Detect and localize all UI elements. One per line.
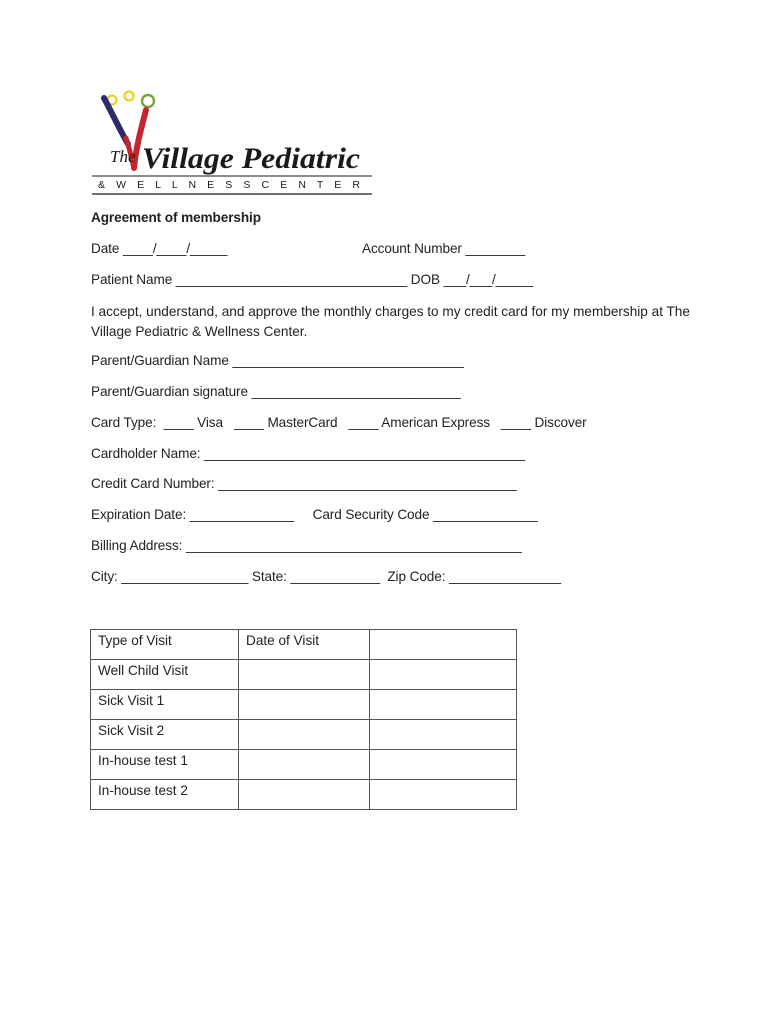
billing-address-field[interactable]: Billing Address: _____________________________________________	[91, 538, 522, 553]
logo-prefix: The	[110, 147, 136, 166]
visit-date-cell[interactable]	[239, 720, 370, 750]
credit-card-number-field[interactable]: Credit Card Number: ________________________________________	[91, 476, 517, 491]
table-row	[91, 720, 517, 750]
patient-name-dob-field[interactable]: Patient Name _______________________________ DOB ___/___/_____	[91, 272, 534, 287]
village-pediatric-logo	[90, 88, 372, 198]
table-header-cell: Date of Visit	[239, 630, 370, 660]
visit-date-cell[interactable]	[239, 690, 370, 720]
logo-main-text: Village Pediatric	[142, 142, 360, 175]
expiration-security-field[interactable]: Expiration Date: ______________ Card Security Code ______________	[91, 507, 538, 522]
logo-subtitle: & W E L L N E S S C E N T E R	[98, 179, 360, 191]
cardholder-name-field[interactable]: Cardholder Name: ___________________________________________	[91, 446, 525, 461]
visit-type-cell: Sick Visit 1	[91, 690, 239, 720]
table-header-row	[91, 630, 517, 660]
card-type-field[interactable]: Card Type: ____ Visa ____ MasterCard ____ American Express ____ Discover	[91, 415, 587, 430]
table-header-cell: Type of Visit	[91, 630, 239, 660]
table-row	[91, 780, 517, 810]
table-row	[91, 690, 517, 720]
visit-date-cell[interactable]	[239, 750, 370, 780]
visit-extra-cell[interactable]	[370, 690, 517, 720]
visit-type-cell: Well Child Visit	[91, 660, 239, 690]
account-number-field[interactable]: Account Number ________	[362, 241, 526, 256]
visit-extra-cell[interactable]	[370, 750, 517, 780]
visit-extra-cell[interactable]	[370, 780, 517, 810]
visit-table	[90, 629, 517, 810]
consent-paragraph: I accept, understand, and approve the monthly charges to my credit card for my membership at The Village Pediatric & Wellness Center.	[91, 304, 690, 339]
date-field[interactable]: Date ____/____/_____	[91, 241, 228, 256]
visit-type-cell: Sick Visit 2	[91, 720, 239, 750]
table-row	[91, 750, 517, 780]
visit-type-cell: In-house test 2	[91, 780, 239, 810]
form-heading: Agreement of membership	[91, 210, 261, 225]
visit-date-cell[interactable]	[239, 660, 370, 690]
city-state-zip-field[interactable]: City: _________________ State: ____________ Zip Code: _______________	[91, 569, 561, 584]
guardian-signature-field[interactable]: Parent/Guardian signature ____________________________	[91, 384, 461, 399]
visit-extra-cell[interactable]	[370, 660, 517, 690]
logo-graphic	[90, 88, 372, 198]
table-header-cell	[370, 630, 517, 660]
visit-type-cell: In-house test 1	[91, 750, 239, 780]
visit-date-cell[interactable]	[239, 780, 370, 810]
guardian-name-field[interactable]: Parent/Guardian Name _______________________________	[91, 353, 464, 368]
table-row	[91, 660, 517, 690]
visit-extra-cell[interactable]	[370, 720, 517, 750]
